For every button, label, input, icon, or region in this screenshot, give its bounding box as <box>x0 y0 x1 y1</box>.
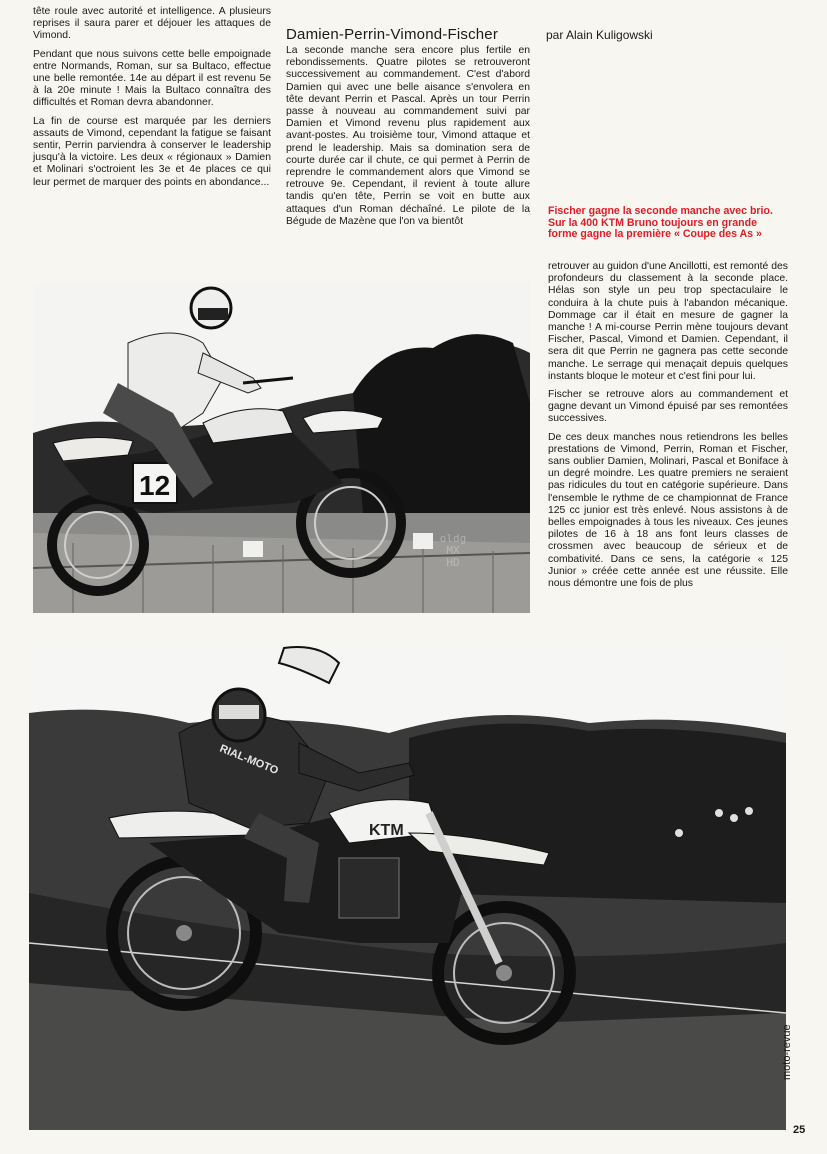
watermark-text: oldg <box>439 532 467 545</box>
motocross-ktm-rider-image <box>29 643 786 1130</box>
watermark-logo <box>420 533 486 597</box>
article-byline: par Alain Kuligowski <box>546 28 653 42</box>
magazine-name: moto-revue <box>781 1024 793 1080</box>
motocross-photo-bottom <box>29 643 786 1130</box>
article-paragraph: De ces deux manches nous retiendrons les belles prestations de Vimond, Perrin, Roman et Fischer, sans oublier Damien, Molinari, Pascal et Boniface à un degré moindre. Les quatre premiers ne seraient pas ridicules du tout en catégorie supérieure. Dans l'ensemble le rythme de ce championnat de France 125 cc junior est très enlevé. Nous assistons à de belles empoignades à tous les niveaux. Ces jeunes pilotes de 16 à 18 ans font leurs classes de crossmen avec beaucoup de sérieux et de combativité. Dans ce sens, la catégorie « 125 Junior » créée cette année est une réussite. Elle nous démontre une fois de plus <box>548 431 788 590</box>
article-paragraph: Pendant que nous suivons cette belle empoignade entre Normands, Roman, sur sa Bultaco, effectue une belle remontée. 14e au départ il est revenu 5e à la 20e minute ! Mais la Bultaco connaîtra des difficultés et Roman devra abandonner. <box>33 48 271 109</box>
article-middle-column <box>286 45 530 234</box>
page-number: 25 <box>793 1124 806 1136</box>
article-right-column <box>548 261 788 596</box>
article-paragraph: retrouver au guidon d'une Ancillotti, est remonté des profondeurs du classement à la seconde place. Hélas son style un peu trop spectaculaire le conduira à la chute puis à l'abandon mécanique. Dommage car il était en mesure de gagner la manche ! A mi-course Perrin mène toujours devant Fischer, Pascal, Vimond et Damien. Cependant, il sera dit que Perrin ne gagnera pas cette seconde manche. Le serrage qui menaçait depuis quelques instants bloque le moteur et c'est fini pour lui. <box>548 261 788 382</box>
article-paragraph: tête roule avec autorité et intelligence. A plusieurs reprises il saura parer et déjouer les attaques de Vimond. <box>33 6 271 42</box>
watermark-text: MX <box>446 544 460 557</box>
article-paragraph: Fischer se retrouve alors au commandement et gagne devant un Vimond épuisé par ses remontées successives. <box>548 389 788 425</box>
article-paragraph: La fin de course est marquée par les derniers assauts de Vimond, cependant la fatigue se faisant sentir, Perrin parviendra à conserver le leadership jusqu'à la victoire. Les deux « régionaux » Damien et Molinari s'octroient les 3e et 4e places ce qui leur permet de marquer des points en abondance... <box>33 115 271 188</box>
jersey-text: RIAL-MOTO <box>217 742 280 778</box>
tank-brand: KTM <box>369 822 404 839</box>
article-left-column <box>33 6 271 195</box>
article-headline: Damien-Perrin-Vimond-Fischer <box>286 26 499 43</box>
photo-caption: Fischer gagne la seconde manche avec brio. Sur la 400 KTM Bruno toujours en grande forme gagne la première « Coupe des As » <box>548 205 773 241</box>
bike-number: 12 <box>139 470 171 501</box>
article-paragraph: La seconde manche sera encore plus fertile en rebondissements. Quatre pilotes se retrouveront successivement au commandement. C'est d'abord Damien qui avec une belle aisance s'envolera en tête devant Perrin et Pascal. Après un tour Perrin passe à nouveau au commandement suivi par Damien et Vimond revenu plus rapidement aux avant-postes. Au troisième tour, Vimond attaque et prend le leadership. Mais sa domination sera de courte durée car il chute, ce qui permet à Perrin de reprendre le commandement alors que Vimond se retrouve 9e. Cependant, il revient à toute allure tandis qu'en tête, Perrin se voit en butte aux attaques d'un Roman déchaîné. Le pilote de la Bégude de Mazène que l'on va bientôt <box>286 45 530 227</box>
watermark-text: HD <box>446 556 460 569</box>
